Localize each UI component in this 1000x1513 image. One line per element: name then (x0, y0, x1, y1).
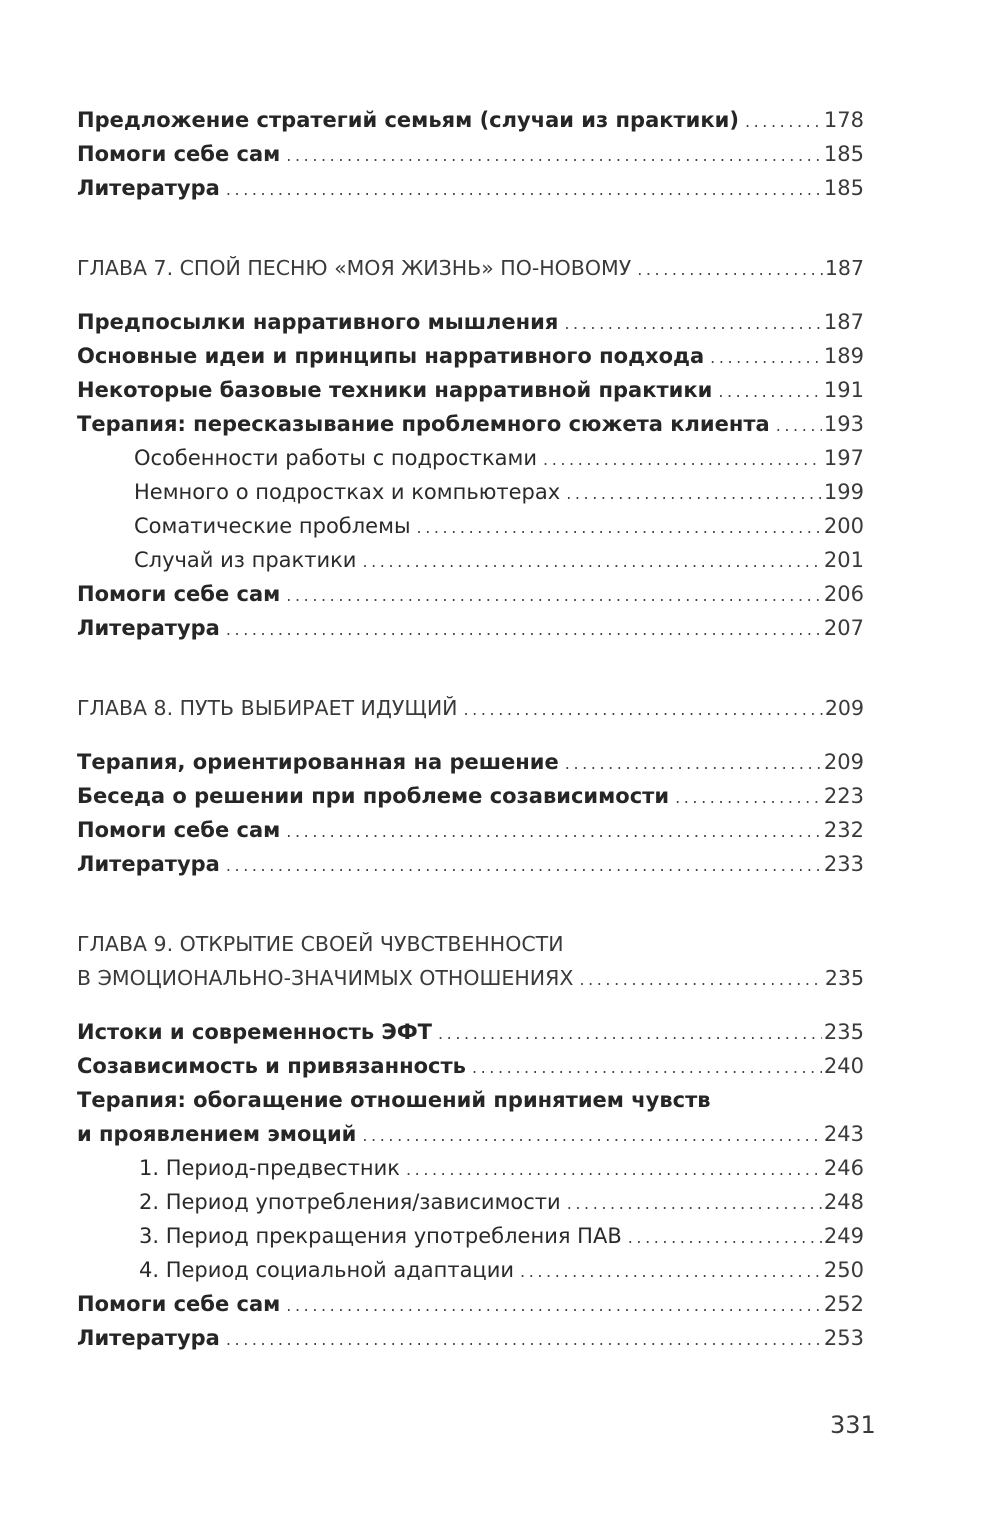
toc-subentry (77, 475, 864, 509)
toc-subentry (77, 441, 864, 475)
dot-leader (472, 1051, 822, 1085)
toc-entry-title: Созависимость и привязанность (77, 1054, 466, 1078)
chapter-title: ГЛАВА 7. СПОЙ ПЕСНЮ «МОЯ ЖИЗНЬ» ПО-НОВОМУ (77, 256, 632, 280)
dot-leader (464, 693, 823, 727)
toc-entry-page: 207 (823, 616, 864, 640)
dot-leader (710, 341, 822, 375)
chapter-title: ГЛАВА 8. ПУТЬ ВЫБИРАЕТ ИДУЩИЙ (77, 696, 458, 720)
toc-entry-title: Помоги себе сам (77, 142, 281, 166)
dot-leader (637, 253, 823, 287)
toc-entry (77, 779, 864, 813)
toc-subentry (77, 1253, 864, 1287)
toc-subentry-title: 2. Период употребления/зависимости (139, 1190, 561, 1214)
toc-subentry-page: 249 (823, 1224, 864, 1248)
toc-subentry-title: Немного о подростках и компьютерах (134, 480, 561, 504)
toc-entry-page: 187 (823, 310, 864, 334)
toc-entry-title: и проявлением эмоций (77, 1122, 357, 1146)
toc-entry (77, 611, 864, 645)
toc-entry-title: Помоги себе сам (77, 582, 281, 606)
toc-entry-title: Литература (77, 1326, 220, 1350)
dot-leader (286, 815, 822, 849)
toc-subentry-title: Особенности работы с подростками (134, 446, 538, 470)
toc-entry-page: 253 (823, 1326, 864, 1350)
dot-leader (226, 173, 822, 207)
chapter-page: 187 (824, 256, 864, 280)
toc-entry-title: Беседа о решении при проблеме созависимости (77, 784, 670, 808)
toc-entry (77, 1117, 864, 1151)
toc-entry (77, 847, 864, 881)
toc-subentry-page: 200 (823, 514, 864, 538)
toc-entry (77, 1287, 864, 1321)
toc-subentry-page: 248 (823, 1190, 864, 1214)
toc-entry-title: Некоторые базовые техники нарративной практики (77, 378, 713, 402)
toc-entry-page: 193 (823, 412, 864, 436)
toc-entry-title: Терапия, ориентированная на решение (77, 750, 559, 774)
dot-leader (286, 1289, 822, 1323)
dot-leader (543, 443, 822, 477)
toc-entry-title: Литература (77, 616, 220, 640)
dot-leader (566, 477, 822, 511)
toc-entry-page: 235 (823, 1020, 864, 1044)
toc-entry-page: 240 (823, 1054, 864, 1078)
toc-entry-title: Литература (77, 176, 220, 200)
toc-subentry-page: 201 (823, 548, 864, 572)
toc-entry (77, 813, 864, 847)
dot-leader (675, 781, 822, 815)
toc-subentry-title: 1. Период-предвестник (139, 1156, 400, 1180)
toc-entry-title: Предложение стратегий семьям (случаи из практики) (77, 108, 739, 132)
chapter-heading-7 (77, 251, 864, 285)
dot-leader (362, 1119, 822, 1153)
dot-leader (718, 375, 822, 409)
toc-entry (77, 137, 864, 171)
toc-entry (77, 745, 864, 779)
chapter-page: 235 (824, 966, 864, 990)
dot-leader (286, 579, 822, 613)
toc-subentry-title: Соматические проблемы (134, 514, 411, 538)
dot-leader (776, 409, 822, 443)
dot-leader (226, 849, 822, 883)
dot-leader (226, 613, 822, 647)
toc-entry-page: 252 (823, 1292, 864, 1316)
toc-entry-page: 189 (823, 344, 864, 368)
dot-leader (286, 139, 822, 173)
toc-entry (77, 103, 864, 137)
page-number: 331 (830, 1411, 876, 1439)
dot-leader (579, 963, 822, 997)
toc-subentry-page: 197 (823, 446, 864, 470)
chapter-heading-9 (77, 961, 864, 995)
toc-subentry-page: 250 (823, 1258, 864, 1282)
toc-subentry (77, 509, 864, 543)
toc-entry-page: 206 (823, 582, 864, 606)
toc-entry-page: 185 (823, 176, 864, 200)
dot-leader (362, 545, 821, 579)
toc-entry-title: Предпосылки нарративного мышления (77, 310, 559, 334)
toc-entry-page: 209 (823, 750, 864, 774)
toc-subentry (77, 543, 864, 577)
toc-subentry (77, 1219, 864, 1253)
chapter-page: 209 (824, 696, 864, 720)
toc-entry-page: 243 (823, 1122, 864, 1146)
dot-leader (628, 1221, 822, 1255)
toc-subentry-page: 199 (823, 480, 864, 504)
toc-entry-title: Терапия: пересказывание проблемного сюжета клиента (77, 412, 770, 436)
toc-subentry-title: 4. Период социальной адаптации (139, 1258, 515, 1282)
toc-entry (77, 171, 864, 205)
toc-subentry-title: Случай из практики (134, 548, 357, 572)
toc-entry (77, 1015, 864, 1049)
dot-leader (564, 307, 822, 341)
toc-entry-title: Основные идеи и принципы нарративного подхода (77, 344, 705, 368)
toc-entry (77, 1049, 864, 1083)
toc-entry-title: Литература (77, 852, 220, 876)
toc-entry (77, 305, 864, 339)
toc-entry (77, 407, 864, 441)
dot-leader (567, 1187, 822, 1221)
toc-entry-page: 185 (823, 142, 864, 166)
toc-entry-page: 223 (823, 784, 864, 808)
toc-entry (77, 373, 864, 407)
dot-leader (438, 1017, 822, 1051)
toc-entry-page: 178 (823, 108, 864, 132)
chapter-heading-8 (77, 691, 864, 725)
toc-entry-title: Истоки и современность ЭФТ (77, 1020, 432, 1044)
toc-entry-page: 233 (823, 852, 864, 876)
chapter-title: В ЭМОЦИОНАЛЬНО-ЗНАЧИМЫХ ОТНОШЕНИЯХ (77, 966, 574, 990)
table-of-contents (77, 103, 864, 1355)
toc-subentry-page: 246 (823, 1156, 864, 1180)
toc-entry-title: Помоги себе сам (77, 1292, 281, 1316)
dot-leader (226, 1323, 822, 1357)
toc-subentry (77, 1185, 864, 1219)
toc-subentry (77, 1151, 864, 1185)
toc-entry-page: 232 (823, 818, 864, 842)
chapter-heading-9-line1: ГЛАВА 9. ОТКРЫТИЕ СВОЕЙ ЧУВСТВЕННОСТИ (77, 932, 564, 956)
dot-leader (745, 105, 822, 139)
toc-entry (77, 1321, 864, 1355)
dot-leader (417, 511, 822, 545)
toc-subentry-title: 3. Период прекращения употребления ПАВ (139, 1224, 622, 1248)
toc-entry (77, 577, 864, 611)
dot-leader (406, 1153, 822, 1187)
toc-entry-title-line1: Терапия: обогащение отношений принятием чувств (77, 1088, 711, 1112)
toc-entry (77, 339, 864, 373)
dot-leader (565, 747, 822, 781)
dot-leader (520, 1255, 822, 1289)
toc-entry-page: 191 (823, 378, 864, 402)
toc-entry-title: Помоги себе сам (77, 818, 281, 842)
